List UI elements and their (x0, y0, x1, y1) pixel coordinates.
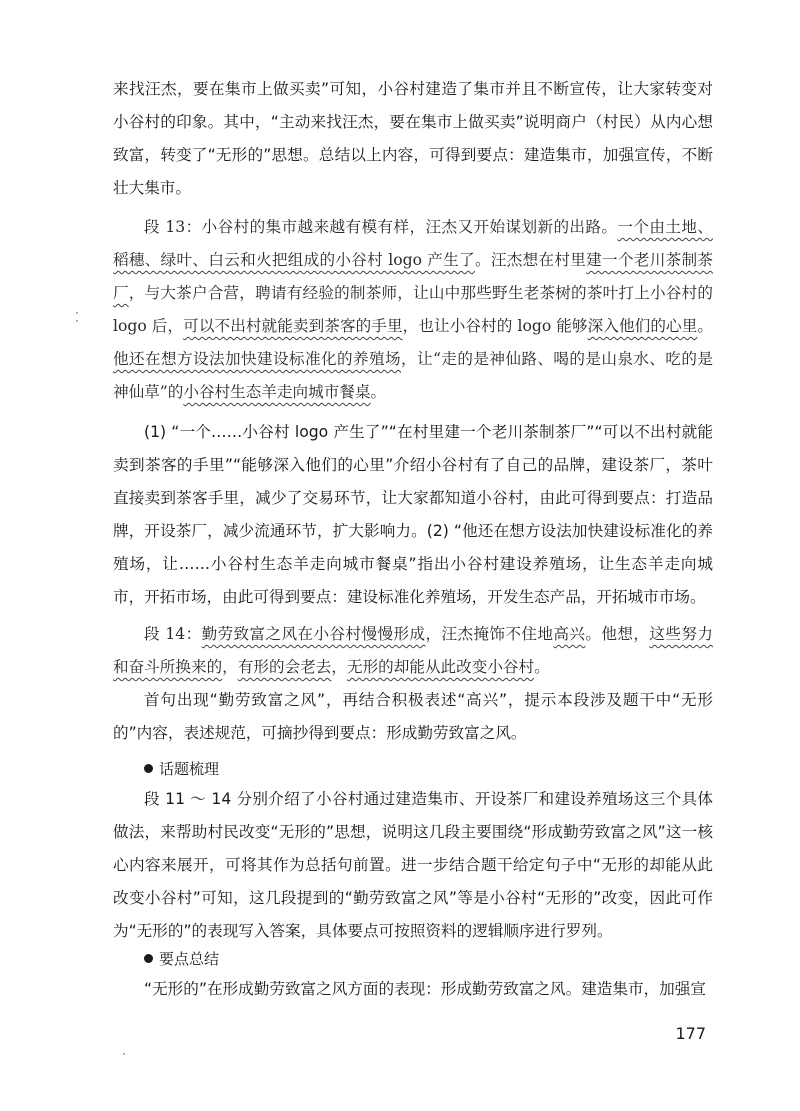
underlined-phrase: 建一个老川茶制茶厂 (113, 251, 713, 302)
underlined-phrase: 勤劳致富之风在小谷村慢慢形成 (201, 625, 426, 643)
underlined-phrase: 他还在想方设法加快建设标准化的养殖场 (113, 350, 402, 368)
text-run: ，让“走的是神仙路、喝的是山泉水、吃的是神仙草”的 (113, 350, 713, 401)
text-run: 。汪杰想在村里 (474, 251, 587, 269)
underlined-phrase: 这些努力和奋斗所换来的 (113, 625, 713, 676)
text-run: 段 14： (144, 625, 202, 643)
text-run: ，也让小谷村的 logo 能够 (402, 317, 588, 335)
text-run: 。他想， (585, 625, 650, 643)
scan-speck (76, 312, 78, 314)
paragraph-analysis-diligence: 首句出现“勤劳致富之风”，再结合积极表述“高兴”，提示本段涉及题干中“无形的”内容，表述规范，可摘抄得到要点：形成勤劳致富之风。 (113, 691, 713, 742)
text-run: ， (331, 658, 347, 676)
page-number: 177 (675, 1024, 706, 1043)
heading-text: 要点总结 (159, 950, 220, 968)
text-run: ，汪杰掩饰不住地 (425, 625, 554, 643)
paragraph-analysis-market: 来找汪杰，要在集市上做买卖”可知，小谷村建造了集市并且不断宣传，让大家转变对小谷村的印象。其中，“主动来找汪杰，要在集市上做买卖”说明商户（村民）从内心想致富，转变了“无形的”思想。总结以上内容，可得到要点：建造集市，加强宣传，不断壮大集市。 (113, 80, 713, 197)
paragraph-key-summary: “无形的”在形成勤劳致富之风方面的表现：形成勤劳致富之风。建造集市，加强宣 (144, 980, 706, 998)
text-run: 。 (370, 383, 387, 401)
underlined-phrase: 无形的却能从此改变小谷村 (346, 658, 535, 676)
paragraph-analysis-brand: (1) “一个……小谷村 logo 产生了”“在村里建一个老川茶制茶厂”“可以不出村就能卖到茶客的手里”“能够深入他们的心里”介绍小谷村有了自己的品牌，建设茶厂，茶叶直接卖到茶客手里，减少了交易环节，让大家都知道小谷村，由此可得到要点：打造品牌，开设茶厂，减少流通环节，扩大影响力。(2) “他还在想方设法加快建设标准化的养殖场，让……小谷村生态羊走向城市餐桌”指出小谷村建设养殖场，让生态羊走向城市，开拓市场，由此可得到要点：建设标准化养殖场，开发生态产品，开拓城市市场。 (113, 423, 713, 606)
text-run: ，与大茶户合营，聘请有经验的制茶师，让山中那些野生老茶树的茶叶打上小谷村的 logo 后， (113, 284, 713, 335)
underlined-phrase: 有形的会老去 (237, 658, 332, 676)
heading-topic-review (144, 758, 219, 780)
scan-speck (123, 1053, 125, 1055)
underlined-phrase: 小谷村生态羊走向城市餐桌 (183, 383, 371, 401)
scan-speck (76, 320, 78, 322)
paragraph-section-13 (113, 211, 713, 409)
text-run: 。 (534, 658, 550, 676)
text-run: 。 (697, 317, 713, 335)
text-run: 段 13：小谷村的集市越来越有模有样，汪杰又开始谋划新的出路。 (144, 218, 618, 236)
paragraph-topic-review: 段 11 ～ 14 分别介绍了小谷村通过建造集市、开设茶厂和建设养殖场这三个具体做法，来帮助村民改变“无形的”思想，说明这几段主要围绕“形成勤劳致富之风”这一核心内容来展开，可将其作为总括句前置。进一步结合题干给定句子中“无形的却能从此改变小谷村”可知，这几段提到的“勤劳致富之风”等是小谷村“无形的”改变，因此可作为“无形的”的表现写入答案，具体要点可按照资料的逻辑顺序进行罗列。 (113, 790, 713, 940)
underlined-phrase: 深入他们的心里 (587, 317, 698, 335)
heading-key-summary (144, 948, 219, 970)
paragraph-section-14 (113, 618, 713, 684)
underlined-phrase: 高兴 (553, 625, 586, 643)
bullet-icon (144, 954, 153, 963)
underlined-phrase: 可以不出村就能卖到茶客的手里 (183, 317, 403, 335)
heading-text: 话题梳理 (159, 760, 220, 778)
text-run: ， (222, 658, 238, 676)
underlined-phrase: 一个由土地、稻穗、绿叶、白云和火把组成的小谷村 logo 产生了 (113, 218, 713, 269)
bullet-icon (144, 764, 153, 773)
